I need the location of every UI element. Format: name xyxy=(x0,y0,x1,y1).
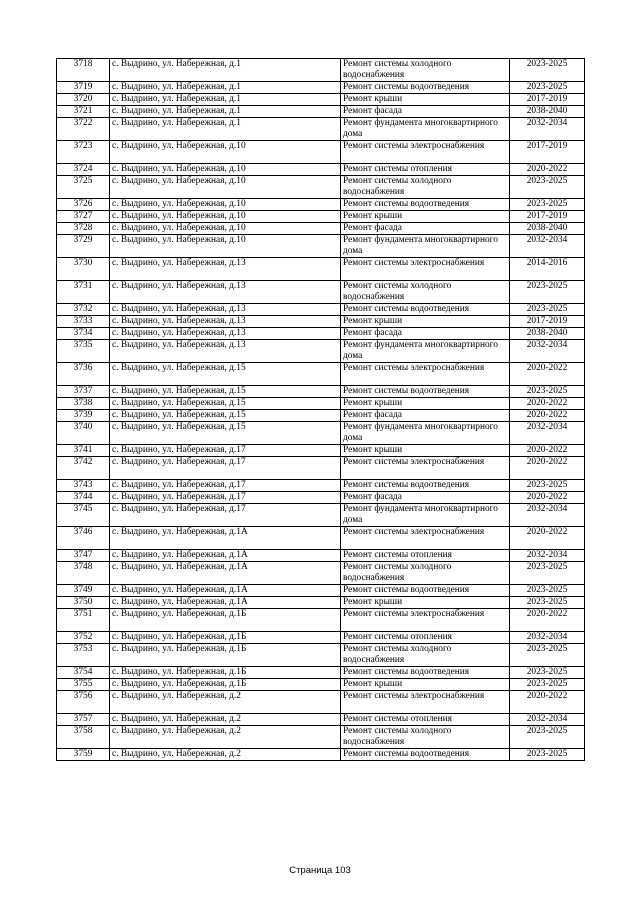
row-number: 3755 xyxy=(57,679,110,691)
row-number: 3721 xyxy=(57,106,110,118)
period-cell: 2023-2025 xyxy=(510,199,585,211)
work-type-cell: Ремонт системы холодного водоснабжения xyxy=(341,59,510,82)
table-row xyxy=(57,562,585,585)
table-row xyxy=(57,492,585,504)
row-number: 3756 xyxy=(57,691,110,714)
work-type-cell: Ремонт фундамента многоквартирного дома xyxy=(341,504,510,527)
row-number: 3734 xyxy=(57,328,110,340)
period-cell: 2032-2034 xyxy=(510,118,585,141)
address-cell: с. Выдрино, ул. Набережная, д.1 xyxy=(110,118,341,141)
row-number: 3759 xyxy=(57,749,110,761)
table-row xyxy=(57,164,585,176)
address-cell: с. Выдрино, ул. Набережная, д.17 xyxy=(110,445,341,457)
work-type-cell: Ремонт крыши xyxy=(341,211,510,223)
work-type-cell: Ремонт системы электроснабжения xyxy=(341,457,510,480)
row-number: 3733 xyxy=(57,316,110,328)
work-type-cell: Ремонт системы холодного водоснабжения xyxy=(341,176,510,199)
address-cell: с. Выдрино, ул. Набережная, д.17 xyxy=(110,457,341,480)
work-type-cell: Ремонт системы холодного водоснабжения xyxy=(341,644,510,667)
table-row xyxy=(57,118,585,141)
row-number: 3718 xyxy=(57,59,110,82)
period-cell: 2032-2034 xyxy=(510,550,585,562)
repair-schedule-table xyxy=(56,58,585,761)
table-row xyxy=(57,235,585,258)
work-type-cell: Ремонт фасада xyxy=(341,106,510,118)
row-number: 3744 xyxy=(57,492,110,504)
table-row xyxy=(57,445,585,457)
period-cell: 2032-2034 xyxy=(510,340,585,363)
table-row xyxy=(57,176,585,199)
table-row xyxy=(57,644,585,667)
address-cell: с. Выдрино, ул. Набережная, д.1А xyxy=(110,550,341,562)
work-type-cell: Ремонт крыши xyxy=(341,679,510,691)
table-body xyxy=(57,59,585,761)
work-type-cell: Ремонт крыши xyxy=(341,597,510,609)
address-cell: с. Выдрино, ул. Набережная, д.15 xyxy=(110,410,341,422)
address-cell: с. Выдрино, ул. Набережная, д.1 xyxy=(110,94,341,106)
address-cell: с. Выдрино, ул. Набережная, д.10 xyxy=(110,235,341,258)
address-cell: с. Выдрино, ул. Набережная, д.13 xyxy=(110,316,341,328)
address-cell: с. Выдрино, ул. Набережная, д.13 xyxy=(110,328,341,340)
work-type-cell: Ремонт крыши xyxy=(341,316,510,328)
period-cell: 2032-2034 xyxy=(510,632,585,644)
work-type-cell: Ремонт фундамента многоквартирного дома xyxy=(341,235,510,258)
table-row xyxy=(57,714,585,726)
work-type-cell: Ремонт системы холодного водоснабжения xyxy=(341,281,510,304)
table-row xyxy=(57,667,585,679)
row-number: 3743 xyxy=(57,480,110,492)
row-number: 3754 xyxy=(57,667,110,679)
address-cell: с. Выдрино, ул. Набережная, д.15 xyxy=(110,422,341,445)
address-cell: с. Выдрино, ул. Набережная, д.1 xyxy=(110,82,341,94)
work-type-cell: Ремонт системы отопления xyxy=(341,164,510,176)
row-number: 3730 xyxy=(57,258,110,281)
address-cell: с. Выдрино, ул. Набережная, д.10 xyxy=(110,176,341,199)
work-type-cell: Ремонт системы электроснабжения xyxy=(341,691,510,714)
period-cell: 2023-2025 xyxy=(510,304,585,316)
row-number: 3746 xyxy=(57,527,110,550)
period-cell: 2038-2040 xyxy=(510,328,585,340)
table-row xyxy=(57,691,585,714)
address-cell: с. Выдрино, ул. Набережная, д.17 xyxy=(110,492,341,504)
period-cell: 2023-2025 xyxy=(510,597,585,609)
work-type-cell: Ремонт системы водоотведения xyxy=(341,667,510,679)
period-cell: 2017-2019 xyxy=(510,141,585,164)
address-cell: с. Выдрино, ул. Набережная, д.2 xyxy=(110,749,341,761)
table-row xyxy=(57,749,585,761)
period-cell: 2023-2025 xyxy=(510,386,585,398)
table-row xyxy=(57,316,585,328)
work-type-cell: Ремонт фасада xyxy=(341,223,510,235)
period-cell: 2020-2022 xyxy=(510,527,585,550)
period-cell: 2023-2025 xyxy=(510,59,585,82)
row-number: 3719 xyxy=(57,82,110,94)
table-row xyxy=(57,281,585,304)
address-cell: с. Выдрино, ул. Набережная, д.15 xyxy=(110,386,341,398)
row-number: 3735 xyxy=(57,340,110,363)
table-row xyxy=(57,328,585,340)
work-type-cell: Ремонт системы отопления xyxy=(341,550,510,562)
period-cell: 2032-2034 xyxy=(510,422,585,445)
address-cell: с. Выдрино, ул. Набережная, д.1 xyxy=(110,106,341,118)
work-type-cell: Ремонт системы электроснабжения xyxy=(341,609,510,632)
work-type-cell: Ремонт фасада xyxy=(341,410,510,422)
table-row xyxy=(57,211,585,223)
work-type-cell: Ремонт крыши xyxy=(341,398,510,410)
address-cell: с. Выдрино, ул. Набережная, д.15 xyxy=(110,363,341,386)
row-number: 3724 xyxy=(57,164,110,176)
period-cell: 2017-2019 xyxy=(510,316,585,328)
work-type-cell: Ремонт системы водоотведения xyxy=(341,386,510,398)
work-type-cell: Ремонт системы электроснабжения xyxy=(341,363,510,386)
row-number: 3742 xyxy=(57,457,110,480)
work-type-cell: Ремонт фасада xyxy=(341,328,510,340)
row-number: 3722 xyxy=(57,118,110,141)
address-cell: с. Выдрино, ул. Набережная, д.10 xyxy=(110,199,341,211)
address-cell: с. Выдрино, ул. Набережная, д.1А xyxy=(110,562,341,585)
address-cell: с. Выдрино, ул. Набережная, д.10 xyxy=(110,164,341,176)
address-cell: с. Выдрино, ул. Набережная, д.17 xyxy=(110,480,341,492)
table-row xyxy=(57,504,585,527)
table-row xyxy=(57,457,585,480)
period-cell: 2032-2034 xyxy=(510,235,585,258)
work-type-cell: Ремонт фундамента многоквартирного дома xyxy=(341,340,510,363)
work-type-cell: Ремонт системы водоотведения xyxy=(341,82,510,94)
period-cell: 2038-2040 xyxy=(510,106,585,118)
table-row xyxy=(57,597,585,609)
work-type-cell: Ремонт фундамента многоквартирного дома xyxy=(341,422,510,445)
period-cell: 2023-2025 xyxy=(510,749,585,761)
row-number: 3753 xyxy=(57,644,110,667)
work-type-cell: Ремонт системы холодного водоснабжения xyxy=(341,726,510,749)
period-cell: 2020-2022 xyxy=(510,609,585,632)
table-row xyxy=(57,258,585,281)
address-cell: с. Выдрино, ул. Набережная, д.13 xyxy=(110,281,341,304)
period-cell: 2023-2025 xyxy=(510,82,585,94)
work-type-cell: Ремонт системы водоотведения xyxy=(341,199,510,211)
address-cell: с. Выдрино, ул. Набережная, д.1А xyxy=(110,527,341,550)
table-row xyxy=(57,223,585,235)
address-cell: с. Выдрино, ул. Набережная, д.1Б xyxy=(110,679,341,691)
table-row xyxy=(57,726,585,749)
period-cell: 2020-2022 xyxy=(510,410,585,422)
row-number: 3751 xyxy=(57,609,110,632)
table-row xyxy=(57,386,585,398)
period-cell: 2020-2022 xyxy=(510,445,585,457)
table-row xyxy=(57,106,585,118)
row-number: 3749 xyxy=(57,585,110,597)
table-row xyxy=(57,82,585,94)
period-cell: 2020-2022 xyxy=(510,164,585,176)
table-row xyxy=(57,609,585,632)
period-cell: 2023-2025 xyxy=(510,480,585,492)
row-number: 3741 xyxy=(57,445,110,457)
page-number: Страница 103 xyxy=(289,865,351,876)
row-number: 3732 xyxy=(57,304,110,316)
work-type-cell: Ремонт системы электроснабжения xyxy=(341,258,510,281)
address-cell: с. Выдрино, ул. Набережная, д.1Б xyxy=(110,667,341,679)
period-cell: 2020-2022 xyxy=(510,691,585,714)
row-number: 3736 xyxy=(57,363,110,386)
address-cell: с. Выдрино, ул. Набережная, д.1Б xyxy=(110,609,341,632)
address-cell: с. Выдрино, ул. Набережная, д.1 xyxy=(110,59,341,82)
address-cell: с. Выдрино, ул. Набережная, д.13 xyxy=(110,304,341,316)
work-type-cell: Ремонт крыши xyxy=(341,94,510,106)
period-cell: 2023-2025 xyxy=(510,562,585,585)
period-cell: 2023-2025 xyxy=(510,667,585,679)
row-number: 3750 xyxy=(57,597,110,609)
table-row xyxy=(57,527,585,550)
address-cell: с. Выдрино, ул. Набережная, д.13 xyxy=(110,340,341,363)
row-number: 3748 xyxy=(57,562,110,585)
row-number: 3752 xyxy=(57,632,110,644)
row-number: 3726 xyxy=(57,199,110,211)
row-number: 3728 xyxy=(57,223,110,235)
period-cell: 2023-2025 xyxy=(510,644,585,667)
table-row xyxy=(57,340,585,363)
period-cell: 2032-2034 xyxy=(510,504,585,527)
address-cell: с. Выдрино, ул. Набережная, д.10 xyxy=(110,223,341,235)
address-cell: с. Выдрино, ул. Набережная, д.2 xyxy=(110,714,341,726)
period-cell: 2032-2034 xyxy=(510,714,585,726)
table-row xyxy=(57,410,585,422)
period-cell: 2020-2022 xyxy=(510,457,585,480)
row-number: 3757 xyxy=(57,714,110,726)
address-cell: с. Выдрино, ул. Набережная, д.2 xyxy=(110,726,341,749)
period-cell: 2020-2022 xyxy=(510,492,585,504)
work-type-cell: Ремонт системы водоотведения xyxy=(341,480,510,492)
address-cell: с. Выдрино, ул. Набережная, д.10 xyxy=(110,211,341,223)
row-number: 3739 xyxy=(57,410,110,422)
table-row xyxy=(57,141,585,164)
period-cell: 2023-2025 xyxy=(510,585,585,597)
table-row xyxy=(57,679,585,691)
period-cell: 2023-2025 xyxy=(510,679,585,691)
row-number: 3745 xyxy=(57,504,110,527)
table-row xyxy=(57,94,585,106)
row-number: 3731 xyxy=(57,281,110,304)
work-type-cell: Ремонт системы водоотведения xyxy=(341,585,510,597)
table-row xyxy=(57,363,585,386)
table-row xyxy=(57,199,585,211)
work-type-cell: Ремонт системы электроснабжения xyxy=(341,141,510,164)
period-cell: 2023-2025 xyxy=(510,176,585,199)
period-cell: 2017-2019 xyxy=(510,211,585,223)
table-row xyxy=(57,304,585,316)
row-number: 3725 xyxy=(57,176,110,199)
address-cell: с. Выдрино, ул. Набережная, д.1Б xyxy=(110,644,341,667)
work-type-cell: Ремонт системы водоотведения xyxy=(341,304,510,316)
row-number: 3723 xyxy=(57,141,110,164)
row-number: 3720 xyxy=(57,94,110,106)
address-cell: с. Выдрино, ул. Набережная, д.10 xyxy=(110,141,341,164)
period-cell: 2023-2025 xyxy=(510,281,585,304)
table-row xyxy=(57,422,585,445)
address-cell: с. Выдрино, ул. Набережная, д.1Б xyxy=(110,632,341,644)
row-number: 3727 xyxy=(57,211,110,223)
period-cell: 2017-2019 xyxy=(510,94,585,106)
work-type-cell: Ремонт системы водоотведения xyxy=(341,749,510,761)
row-number: 3729 xyxy=(57,235,110,258)
period-cell: 2014-2016 xyxy=(510,258,585,281)
table-row xyxy=(57,632,585,644)
table-row xyxy=(57,398,585,410)
row-number: 3740 xyxy=(57,422,110,445)
address-cell: с. Выдрино, ул. Набережная, д.15 xyxy=(110,398,341,410)
row-number: 3758 xyxy=(57,726,110,749)
row-number: 3747 xyxy=(57,550,110,562)
period-cell: 2020-2022 xyxy=(510,398,585,410)
address-cell: с. Выдрино, ул. Набережная, д.13 xyxy=(110,258,341,281)
work-type-cell: Ремонт системы отопления xyxy=(341,714,510,726)
period-cell: 2038-2040 xyxy=(510,223,585,235)
work-type-cell: Ремонт системы отопления xyxy=(341,632,510,644)
work-type-cell: Ремонт системы холодного водоснабжения xyxy=(341,562,510,585)
address-cell: с. Выдрино, ул. Набережная, д.1А xyxy=(110,585,341,597)
work-type-cell: Ремонт фундамента многоквартирного дома xyxy=(341,118,510,141)
table-row xyxy=(57,480,585,492)
table-row xyxy=(57,550,585,562)
period-cell: 2023-2025 xyxy=(510,726,585,749)
work-type-cell: Ремонт системы электроснабжения xyxy=(341,527,510,550)
work-type-cell: Ремонт крыши xyxy=(341,445,510,457)
address-cell: с. Выдрино, ул. Набережная, д.2 xyxy=(110,691,341,714)
address-cell: с. Выдрино, ул. Набережная, д.17 xyxy=(110,504,341,527)
address-cell: с. Выдрино, ул. Набережная, д.1А xyxy=(110,597,341,609)
row-number: 3737 xyxy=(57,386,110,398)
table-row xyxy=(57,59,585,82)
table-row xyxy=(57,585,585,597)
row-number: 3738 xyxy=(57,398,110,410)
period-cell: 2020-2022 xyxy=(510,363,585,386)
work-type-cell: Ремонт фасада xyxy=(341,492,510,504)
